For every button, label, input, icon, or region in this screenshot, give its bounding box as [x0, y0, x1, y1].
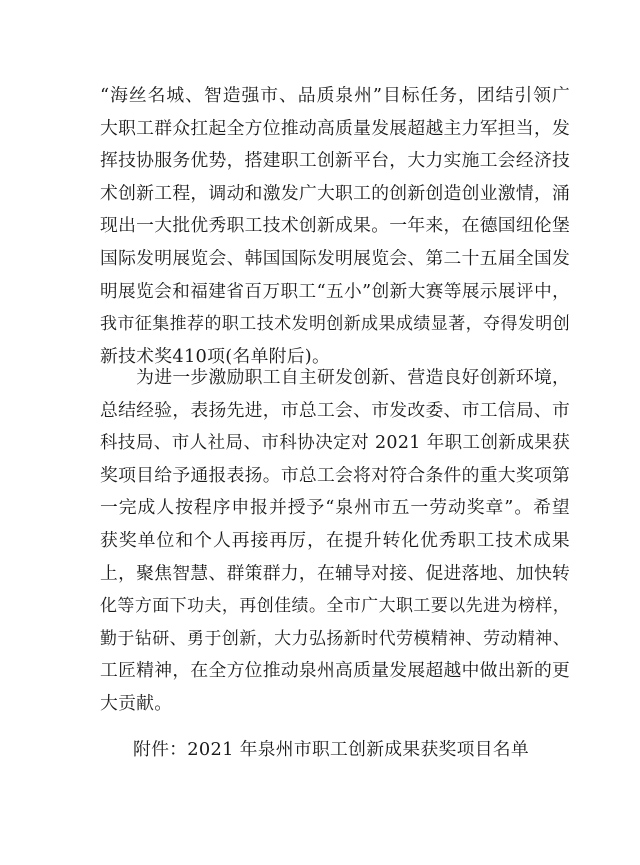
- paragraph-2: [100, 362, 570, 721]
- paragraph-2-line: 上，聚焦智慧、群策群力，在辅导对接、促进落地、加快转: [100, 562, 571, 584]
- paragraph-1-line: 大职工群众扛起全方位推动高质量发展超越主力军担当，发: [100, 117, 571, 139]
- paragraph-1-line: 术创新工程，调动和激发广大职工的创新创造创业激情，涌: [100, 182, 571, 204]
- paragraph-2-line: 化等方面下功夫，再创佳绩。全市广大职工要以先进为榜样，: [100, 596, 570, 617]
- attachment-note: 附件：2021 年泉州市职工创新成果获奖项目名单: [133, 739, 529, 760]
- paragraph-2-line: 获奖单位和个人再接再厉，在提升转化优秀职工技术成果: [100, 529, 570, 551]
- paragraph-2-line: 为进一步激励职工自主研发创新、营造良好创新环境，: [100, 367, 571, 388]
- paragraph-1-line: 明展览会和福建省百万职工“五小”创新大赛等展示展评中，: [100, 281, 570, 302]
- paragraph-1: [100, 80, 570, 373]
- paragraph-2-line: 工匠精神，在全方位推动泉州高质量发展超越中做出新的更: [100, 660, 571, 682]
- paragraph-1-line: 国际发明展览会、韩国国际发明展览会、第二十五届全国发: [100, 247, 571, 269]
- paragraph-2-line: 总结经验，表扬先进，市总工会、市发改委、市工信局、市: [100, 399, 571, 421]
- paragraph-1-line: 新技术奖410项(名单附后)。: [100, 345, 331, 367]
- paragraph-1-line: 我市征集推荐的职工技术发明创新成果成绩显著，夺得发明创: [100, 314, 570, 335]
- paragraph-2-line: 科技局、市人社局、市科协决定对 2021 年职工创新成果获: [100, 433, 570, 454]
- paragraph-2-line: 奖项目给予通报表扬。市总工会将对符合条件的重大奖项第: [100, 464, 571, 486]
- paragraph-1-line: “海丝名城、智造强市、品质泉州”目标任务，团结引领广: [100, 85, 570, 106]
- paragraph-1-line: 现出一大批优秀职工技术创新成果。一年来，在德国纽伦堡: [100, 215, 571, 237]
- paragraph-2-line: 一完成人按程序申报并授予“泉州市五一劳动奖章”。希望: [100, 497, 570, 519]
- paragraph-2-line: 勤于钻研、勇于创新，大力弘扬新时代劳模精神、劳动精神、: [100, 628, 570, 649]
- paragraph-1-line: 挥技协服务优势，搭建职工创新平台，大力实施工会经济技: [100, 150, 571, 172]
- paragraph-2-line: 大贡献。: [100, 692, 173, 714]
